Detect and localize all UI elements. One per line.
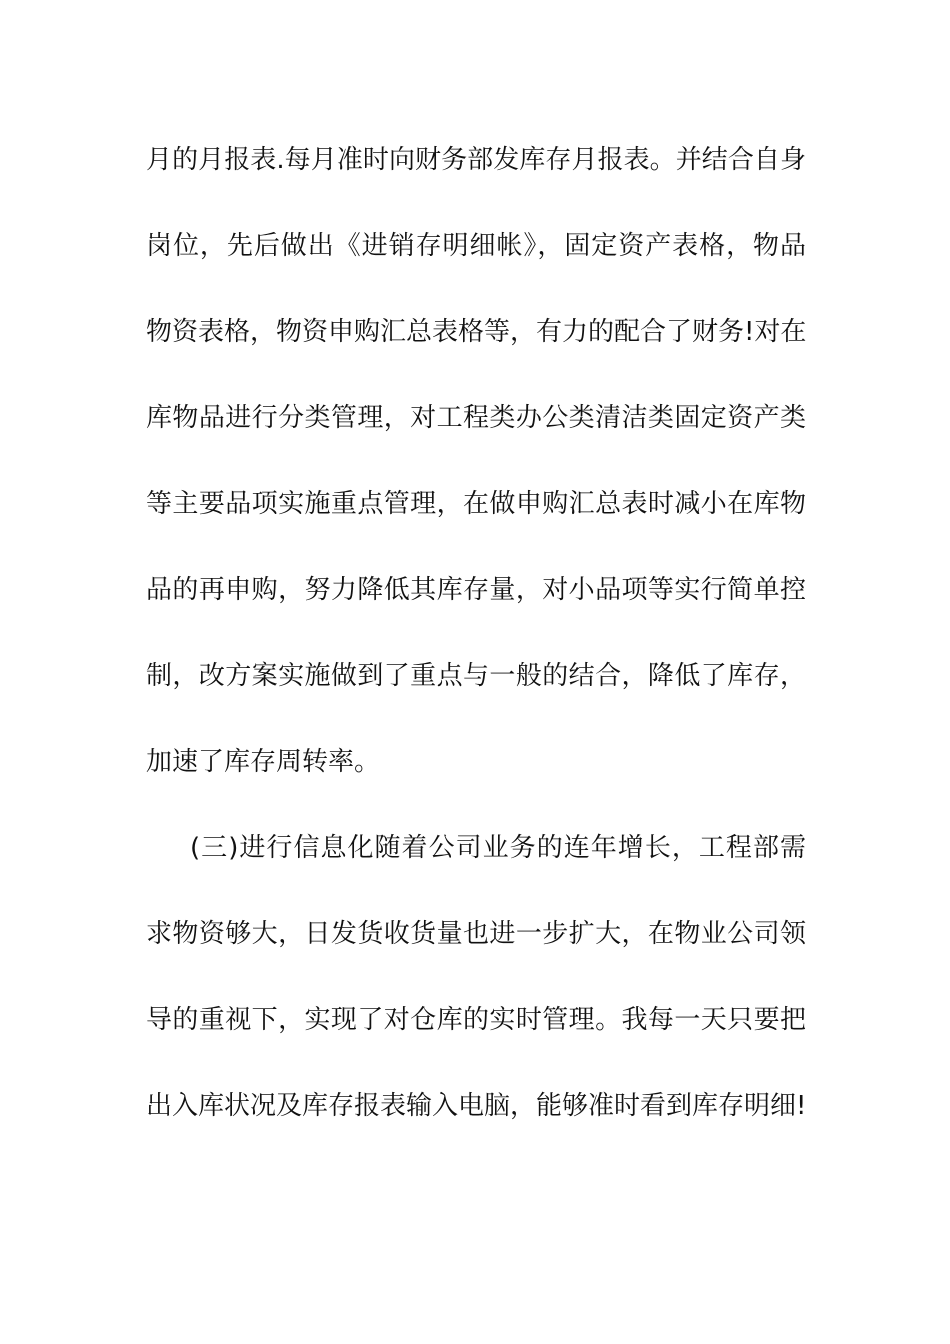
paragraph-line-8: 加速了库存周转率。 [146, 747, 381, 777]
paragraph-line-1: 月的月报表.每月准时向财务部发库存月报表。并结合自身 [146, 145, 806, 175]
paragraph-line-9: (三)进行信息化随着公司业务的连年增长，工程部需 [190, 833, 806, 863]
paragraph-line-3: 物资表格，物资申购汇总表格等，有力的配合了财务!对在 [146, 317, 806, 347]
paragraph-line-12: 出入库状况及库存报表输入电脑，能够准时看到库存明细! [146, 1091, 806, 1121]
paragraph-line-2: 岗位，先后做出《进销存明细帐》，固定资产表格，物品 [146, 231, 806, 261]
paragraph-line-5: 等主要品项实施重点管理，在做申购汇总表时减小在库物 [146, 489, 806, 519]
paragraph-line-4: 库物品进行分类管理，对工程类办公类清洁类固定资产类 [146, 403, 806, 433]
paragraph-line-11: 导的重视下，实现了对仓库的实时管理。我每一天只要把 [146, 1005, 806, 1035]
paragraph-line-7: 制，改方案实施做到了重点与一般的结合，降低了库存， [146, 661, 806, 691]
paragraph-line-6: 品的再申购，努力降低其库存量，对小品项等实行简单控 [146, 575, 806, 605]
paragraph-line-10: 求物资够大，日发货收货量也进一步扩大，在物业公司领 [146, 919, 806, 949]
